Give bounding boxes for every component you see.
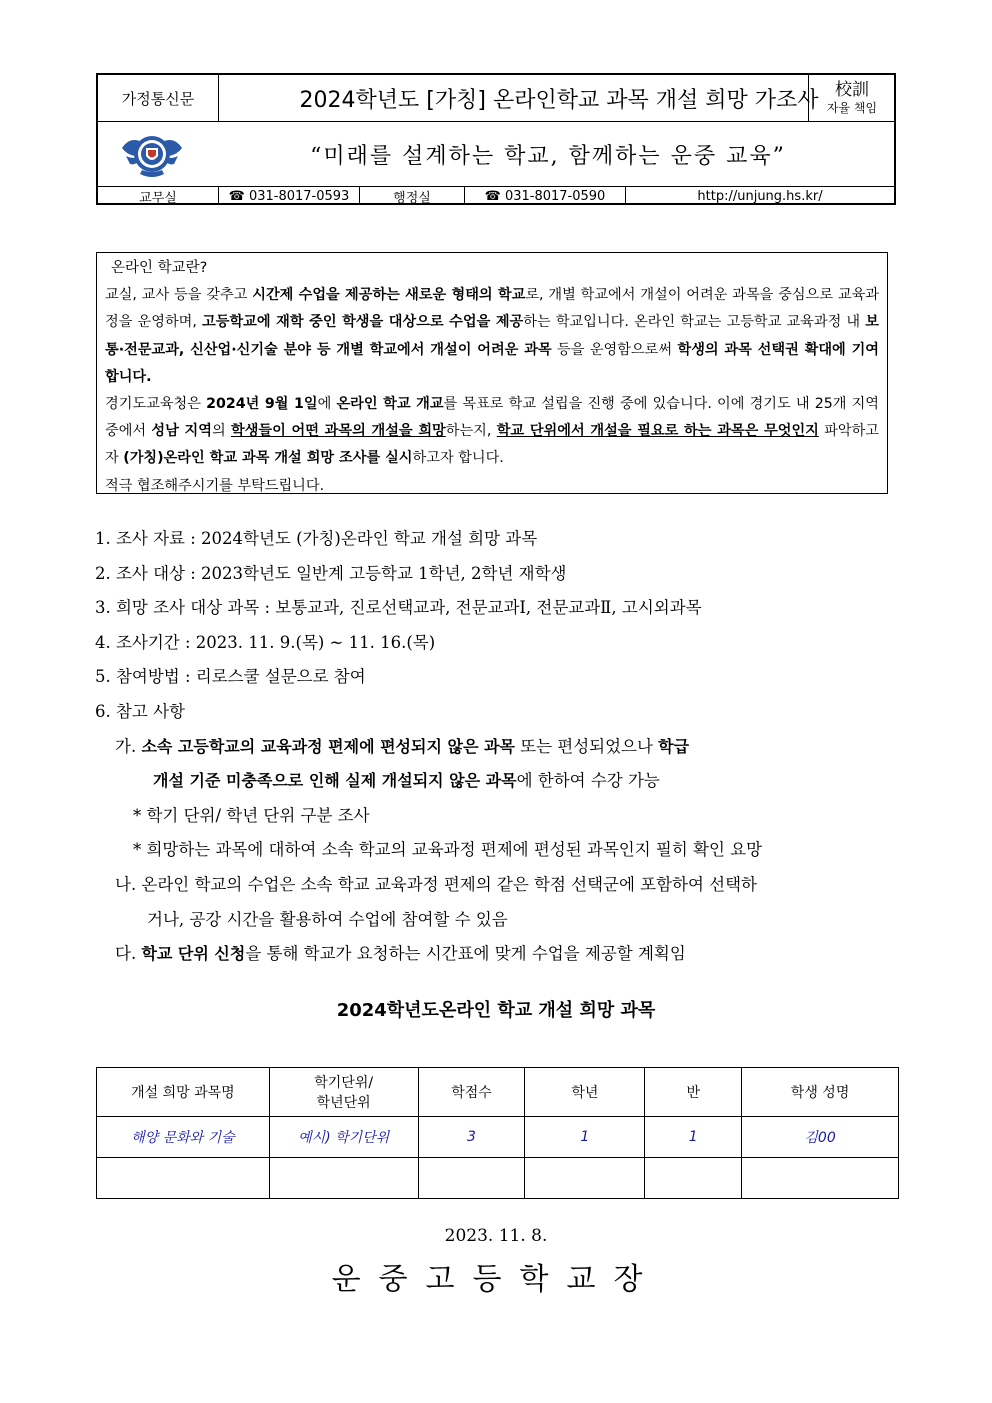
info-paragraph-2: 경기도교육청은 2024년 9월 1일에 온라인 학교 개교를 목표로 학교 설립을 진행 중에 있습니다. 이에 경기도 내 25개 지역 중에서 성남 지역의 학생들이 어떤 과목의 개설을 희망하는지, 학교 단위에서 개설을 필요로 하는 과목은 무엇인지 파악하고자 (가칭)온라인 학교 과목 개설 희망 조사를 실시하고자 합니다. <box>105 396 880 467</box>
table-cell: 예시) 학기단위 <box>269 1117 418 1158</box>
school-emblem-icon <box>120 126 184 182</box>
list-item: 2. 조사 대상 : 2023학년도 일반계 고등학교 1학년, 2학년 재학생 <box>95 563 567 583</box>
list-item: 5. 참여방법 : 리로스쿨 설문으로 참여 <box>95 667 366 687</box>
document-title: 2024학년도 [가칭] 온라인학교 과목 개설 희망 가조사 <box>299 87 819 113</box>
list-item: 4. 조사기간 : 2023. 11. 9.(목) ~ 11. 16.(목) <box>95 632 436 652</box>
phone-admin: ☎ 031-8017-0590 <box>465 187 626 205</box>
list-note: * 학기 단위/ 학년 단위 구분 조사 <box>133 805 370 825</box>
list-subitem: 가. 소속 고등학교의 교육과정 편제에 편성되지 않은 과목 또는 편성되었으나 학급 <box>115 736 690 756</box>
subject-request-table <box>96 1067 899 1199</box>
table-row-blank <box>97 1158 899 1199</box>
table-cell[interactable] <box>97 1158 270 1199</box>
motto-title: 校訓 <box>835 80 869 100</box>
table-title: 2024학년도온라인 학교 개설 희망 과목 <box>336 1000 656 1021</box>
info-paragraph-3: 적극 협조해주시기를 부탁드립니다. <box>105 477 325 494</box>
table-cell[interactable] <box>418 1158 525 1199</box>
list-subitem-cont: 거나, 공강 시간을 활용하여 수업에 참여할 수 있음 <box>147 909 508 929</box>
online-school-info-box <box>96 252 888 494</box>
info-paragraph-1: 교실, 교사 등을 갖추고 시간제 수업을 제공하는 새로운 형태의 학교로, 개별 학교에서 개설이 어려운 과목을 중심으로 교육과정을 운영하며, 고등학교에 재학 중인 학생을 대상으로 수업을 제공하는 학교입니다. 온라인 학교는 고등학교 교육과정 내 보통·전문교과, 신산업·신기술 분야 등 개별 학교에서 개설이 어려운 과목 등을 운영함으로써 학생의 과목 선택권 확대에 기여합니다. <box>105 287 879 385</box>
list-item: 3. 희망 조사 대상 과목 : 보통교과, 진로선택교과, 전문교과Ⅰ, 전문교과Ⅱ, 고시외과목 <box>95 598 702 618</box>
table-cell: 김00 <box>742 1117 899 1158</box>
table-row-example <box>97 1117 899 1158</box>
info-title: 온라인 학교란? <box>111 260 208 276</box>
school-slogan: “미래를 설계하는 학교, 함께하는 운중 교육” <box>310 143 786 169</box>
list-subitem: 나. 온라인 학교의 수업은 소속 학교 교육과정 편제의 같은 학점 선택군에 포함하여 선택하 <box>115 874 757 894</box>
table-cell: 1 <box>645 1117 742 1158</box>
list-item: 1. 조사 자료 : 2024학년도 (가칭)온라인 학교 개설 희망 과목 <box>95 529 538 548</box>
col-header-unit: 학기단위/ 학년단위 <box>269 1068 418 1117</box>
list-item: 6. 참고 사항 <box>95 701 185 721</box>
survey-details-list <box>95 522 905 972</box>
table-cell: 3 <box>418 1117 525 1158</box>
col-header-grade: 학년 <box>525 1068 645 1117</box>
list-subitem-cont: 개설 기준 미충족으로 인해 실제 개설되지 않은 과목에 한하여 수강 가능 <box>153 771 660 791</box>
table-cell: 1 <box>525 1117 645 1158</box>
table-cell[interactable] <box>269 1158 418 1199</box>
notice-type-label: 가정통신문 <box>98 75 219 121</box>
col-header-student-name: 학생 성명 <box>742 1068 899 1117</box>
list-subitem: 다. 학교 단위 신청을 통해 학교가 요청하는 시간표에 맞게 수업을 제공할 계획임 <box>115 944 686 964</box>
col-header-subject: 개설 희망 과목명 <box>97 1068 270 1117</box>
office-academic: 교무실 <box>98 187 219 205</box>
school-motto <box>808 75 895 121</box>
phone-academic: ☎ 031-8017-0593 <box>219 187 360 205</box>
col-header-class: 반 <box>645 1068 742 1117</box>
table-cell[interactable] <box>525 1158 645 1199</box>
table-cell[interactable] <box>645 1158 742 1199</box>
motto-text: 자율 책임 <box>826 101 878 115</box>
issue-date: 2023. 11. 8. <box>444 1226 548 1246</box>
list-note: * 희망하는 과목에 대하여 소속 학교의 교육과정 편제에 편성된 과목인지 필히 확인 요망 <box>133 840 763 860</box>
table-header-row <box>97 1068 899 1117</box>
col-header-credits: 학점수 <box>418 1068 525 1117</box>
letterhead <box>96 73 896 205</box>
principal-signature: 운중고등학교장 <box>331 1262 661 1297</box>
school-website-link[interactable]: http://unjung.hs.kr/ <box>697 188 823 204</box>
office-admin: 행정실 <box>360 187 465 205</box>
table-cell: 해양 문화와 기술 <box>97 1117 270 1158</box>
table-cell[interactable] <box>742 1158 899 1199</box>
